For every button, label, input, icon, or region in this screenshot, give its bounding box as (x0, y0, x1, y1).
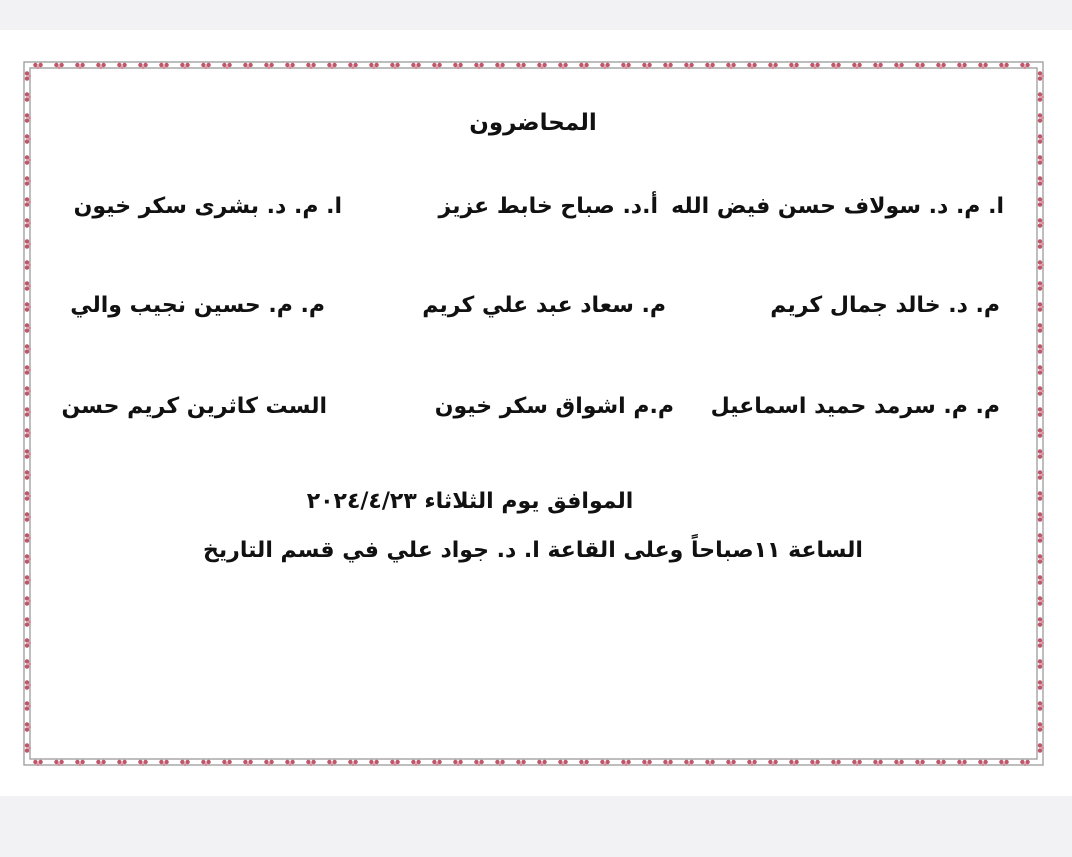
section-title: المحاضرون (469, 110, 597, 136)
lecturer-name-row3-col3: الست كاثرين كريم حسن (61, 394, 327, 419)
lecturer-name-row2-col1: م. د. خالد جمال كريم (770, 293, 1000, 318)
lecturer-name-row1-col3: ا. م. د. بشرى سكر خيون (73, 194, 342, 219)
lecturer-name-row3-col1: م. م. سرمد حميد اسماعيل (710, 394, 1000, 419)
lecturer-name-row1-col1: ا. م. د. سولاف حسن فيض الله (671, 194, 1004, 219)
top-margin (0, 0, 1072, 30)
lecturer-name-row2-col3: م. م. حسين نجيب والي (70, 293, 325, 318)
lecturer-name-row3-col2: م.م اشواق سكر خيون (434, 394, 674, 419)
date-line: الموافق يوم الثلاثاء ٢٠٢٤/٤/٢٣ (306, 489, 634, 514)
bottom-margin (0, 796, 1072, 857)
time-venue-line: الساعة ١١صباحاً وعلى القاعة ا. د. جواد علي في قسم التاريخ (203, 538, 863, 563)
lecturer-name-row1-col2: أ.د. صباح خابط عزيز (438, 194, 658, 219)
lecturer-name-row2-col2: م. سعاد عبد علي كريم (422, 293, 666, 318)
